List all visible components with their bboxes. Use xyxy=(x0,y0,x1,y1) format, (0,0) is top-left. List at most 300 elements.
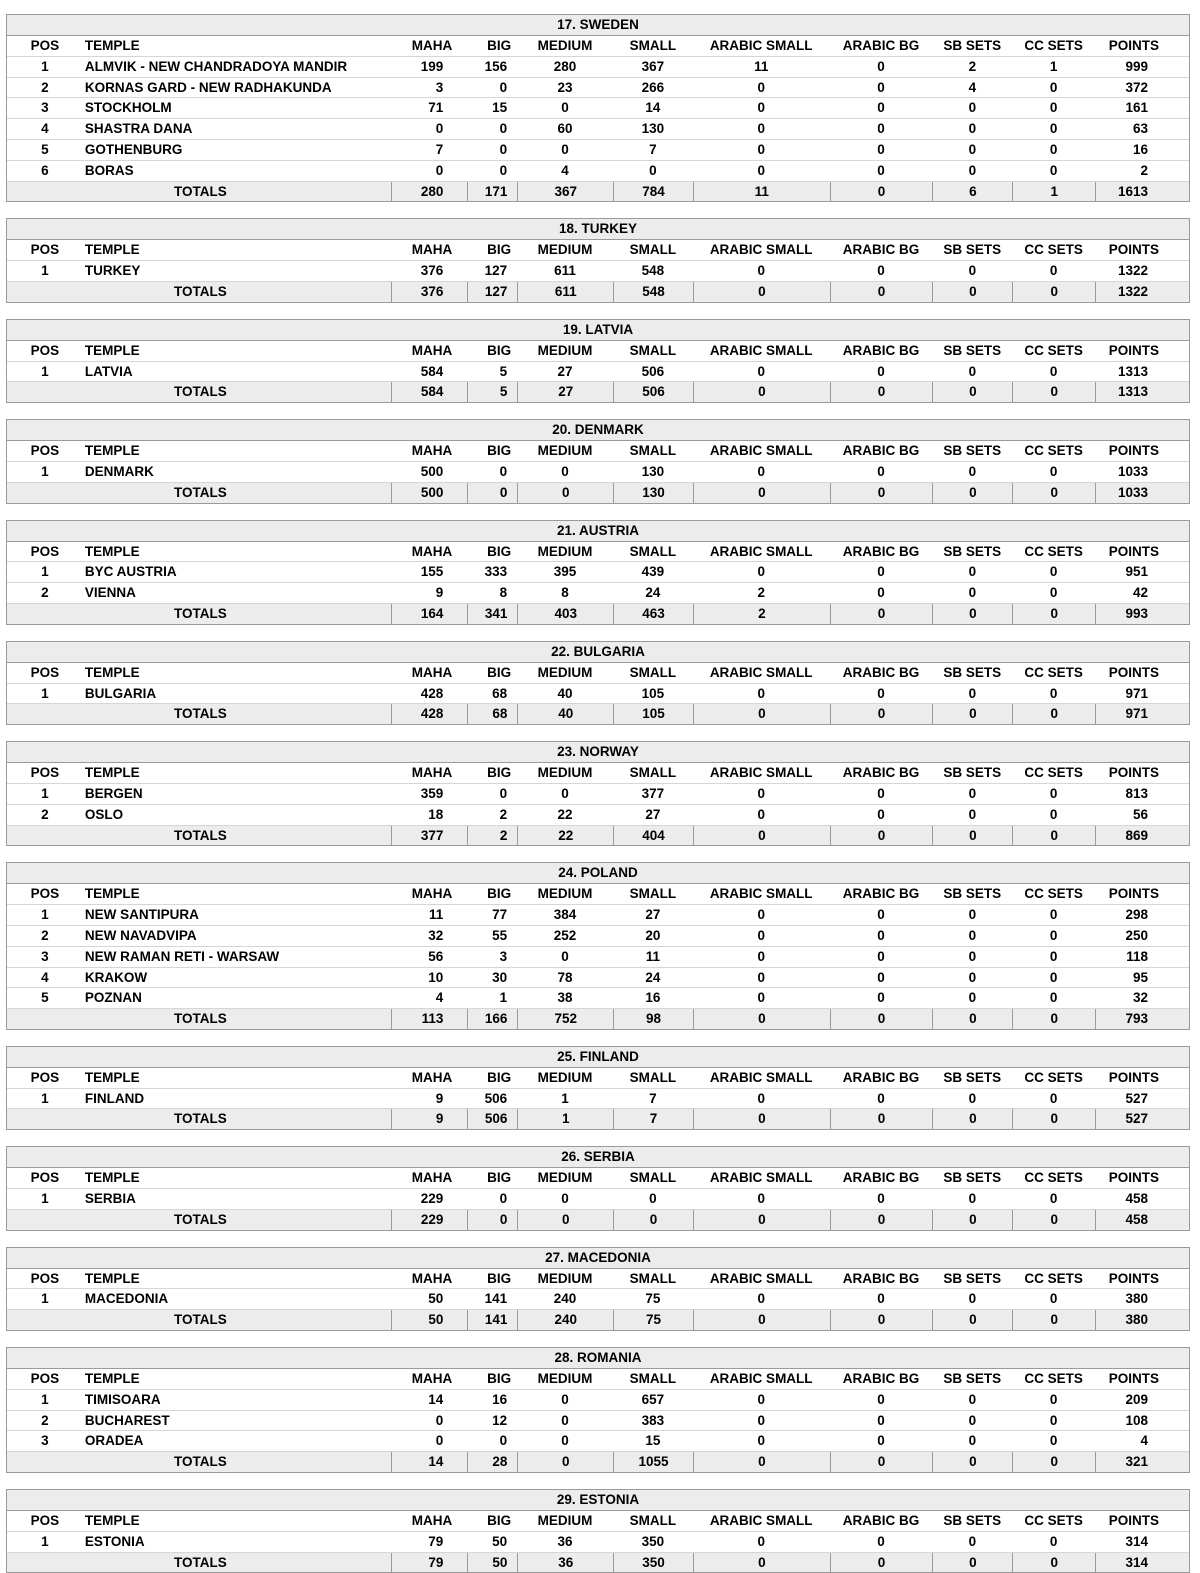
cell-small: 24 xyxy=(645,585,661,601)
cell-cc-sets: 0 xyxy=(1049,162,1058,178)
cell-temple: OSLO xyxy=(84,806,124,822)
cell-pos: 3 xyxy=(41,1433,49,1449)
total-points: 314 xyxy=(1095,1553,1189,1573)
header-temple: TEMPLE xyxy=(84,1513,140,1529)
cell-temple: POZNAN xyxy=(84,990,142,1006)
header-medium: MEDIUM xyxy=(537,1371,593,1387)
cell-arabic-small: 0 xyxy=(757,363,765,379)
cell-temple: LATVIA xyxy=(84,363,133,379)
cell-medium: 0 xyxy=(561,1412,569,1428)
cell-big: 1 xyxy=(499,990,508,1006)
cell-arabic-small: 0 xyxy=(757,121,765,137)
total-medium: 27 xyxy=(517,382,613,402)
header-maha: MAHA xyxy=(411,1170,453,1186)
cell-arabic-bg: 0 xyxy=(877,58,885,74)
country-table xyxy=(6,1247,1190,1331)
cell-medium: 22 xyxy=(557,806,573,822)
total-sb-sets: 0 xyxy=(932,1553,1012,1573)
total-arabic-bg: 0 xyxy=(830,704,933,724)
section-gap xyxy=(6,202,1190,218)
table-row xyxy=(7,583,1189,604)
header-arabic-small: ARABIC SMALL xyxy=(709,38,813,53)
header-arabic-bg: ARABIC BG xyxy=(842,765,920,781)
country-title: 17. SWEDEN xyxy=(7,15,1189,36)
cell-points: 108 xyxy=(1125,1412,1148,1428)
header-big: BIG xyxy=(487,886,512,902)
cell-cc-sets: 0 xyxy=(1049,1433,1058,1449)
cell-maha: 10 xyxy=(428,969,444,985)
header-cc-sets: CC SETS xyxy=(1024,443,1083,459)
total-arabic-small: 0 xyxy=(693,704,830,724)
cell-sb-sets: 0 xyxy=(968,990,977,1006)
header-arabic-small: ARABIC SMALL xyxy=(709,1170,813,1186)
total-sb-sets: 0 xyxy=(932,483,1012,503)
cell-temple: MACEDONIA xyxy=(84,1291,169,1307)
cell-arabic-small: 0 xyxy=(757,1412,765,1428)
cell-pos: 1 xyxy=(41,1291,49,1307)
cell-pos: 1 xyxy=(41,58,49,74)
totals-label: TOTALS xyxy=(174,827,227,843)
header-cc-sets: CC SETS xyxy=(1024,342,1083,358)
header-arabic-bg: ARABIC BG xyxy=(842,664,920,680)
cell-sb-sets: 0 xyxy=(968,1533,977,1549)
header-sb-sets: SB SETS xyxy=(943,443,1002,459)
header-temple: TEMPLE xyxy=(84,765,140,781)
totals-label: TOTALS xyxy=(174,384,227,400)
cell-big: 2 xyxy=(499,806,508,822)
cell-pos: 1 xyxy=(41,564,49,580)
total-arabic-small: 2 xyxy=(693,604,830,624)
total-arabic-bg: 0 xyxy=(830,1310,933,1330)
cell-arabic-bg: 0 xyxy=(877,1291,885,1307)
total-arabic-small: 0 xyxy=(693,1452,830,1472)
cell-maha: 56 xyxy=(428,948,444,964)
cell-arabic-small: 0 xyxy=(757,969,765,985)
cell-arabic-bg: 0 xyxy=(877,1433,885,1449)
country-table xyxy=(6,520,1190,625)
header-pos: POS xyxy=(30,1371,60,1387)
header-row xyxy=(7,441,1189,462)
section-gap xyxy=(6,504,1190,520)
cell-medium: 4 xyxy=(561,162,569,178)
country-table xyxy=(6,1046,1190,1130)
totals-label: TOTALS xyxy=(174,1111,227,1127)
cell-arabic-small: 0 xyxy=(757,564,765,580)
header-big: BIG xyxy=(487,543,512,559)
cell-arabic-small: 0 xyxy=(757,785,765,801)
cell-small: 0 xyxy=(649,162,657,178)
totals-label: TOTALS xyxy=(174,706,227,722)
total-big: 50 xyxy=(467,1553,517,1573)
header-arabic-small: ARABIC SMALL xyxy=(709,1069,813,1085)
cell-arabic-small: 0 xyxy=(757,1291,765,1307)
cell-big: 16 xyxy=(492,1391,508,1407)
country-table xyxy=(6,319,1190,403)
header-cc-sets: CC SETS xyxy=(1024,1170,1083,1186)
cell-temple: ORADEA xyxy=(84,1433,144,1449)
header-arabic-bg: ARABIC BG xyxy=(842,38,920,53)
header-pos: POS xyxy=(30,342,60,358)
totals-row xyxy=(7,483,1189,504)
header-cc-sets: CC SETS xyxy=(1024,1069,1083,1085)
cell-big: 0 xyxy=(499,1433,508,1449)
header-arabic-bg: ARABIC BG xyxy=(842,443,920,459)
header-points: POINTS xyxy=(1108,38,1159,53)
total-medium: 367 xyxy=(517,182,613,202)
section-gap xyxy=(6,1473,1190,1489)
header-points: POINTS xyxy=(1108,1270,1159,1286)
header-pos: POS xyxy=(30,1069,60,1085)
table-row xyxy=(7,1089,1189,1110)
total-big: 341 xyxy=(467,604,517,624)
totals-row xyxy=(7,1310,1189,1331)
cell-maha: 7 xyxy=(435,141,444,157)
country-title: 25. FINLAND xyxy=(7,1047,1189,1068)
cell-small: 27 xyxy=(645,907,661,923)
cell-pos: 2 xyxy=(41,1412,49,1428)
cell-big: 141 xyxy=(484,1291,508,1307)
cell-points: 951 xyxy=(1125,564,1148,580)
cell-big: 55 xyxy=(492,927,508,943)
header-points: POINTS xyxy=(1108,1513,1159,1529)
header-big: BIG xyxy=(487,242,512,258)
header-maha: MAHA xyxy=(411,1069,453,1085)
cell-cc-sets: 0 xyxy=(1049,1533,1058,1549)
cell-sb-sets: 0 xyxy=(968,1391,977,1407)
cell-big: 0 xyxy=(499,121,508,137)
total-big: 28 xyxy=(467,1452,517,1472)
cell-maha: 0 xyxy=(435,1412,444,1428)
total-sb-sets: 0 xyxy=(932,282,1012,302)
header-temple: TEMPLE xyxy=(84,543,140,559)
cell-arabic-bg: 0 xyxy=(877,948,885,964)
cell-arabic-bg: 0 xyxy=(877,1412,885,1428)
country-table xyxy=(6,14,1190,202)
cell-small: 439 xyxy=(641,564,665,580)
header-temple: TEMPLE xyxy=(84,1069,140,1085)
cell-cc-sets: 1 xyxy=(1049,58,1058,74)
header-arabic-small: ARABIC SMALL xyxy=(709,664,813,680)
cell-arabic-small: 0 xyxy=(757,141,765,157)
total-medium: 40 xyxy=(517,704,613,724)
total-arabic-bg: 0 xyxy=(830,1553,933,1573)
cell-temple: GOTHENBURG xyxy=(84,141,183,157)
total-maha: 113 xyxy=(391,1009,468,1029)
total-arabic-bg: 0 xyxy=(830,282,933,302)
cell-maha: 50 xyxy=(428,1291,444,1307)
cell-sb-sets: 0 xyxy=(968,121,977,137)
header-points: POINTS xyxy=(1108,1170,1159,1186)
cell-arabic-small: 0 xyxy=(757,1391,765,1407)
total-cc-sets: 0 xyxy=(1012,1109,1095,1129)
cell-cc-sets: 0 xyxy=(1049,363,1058,379)
cell-small: 130 xyxy=(641,121,665,137)
header-arabic-small: ARABIC SMALL xyxy=(709,1371,813,1387)
cell-points: 118 xyxy=(1126,948,1148,964)
header-arabic-bg: ARABIC BG xyxy=(842,1170,920,1186)
cell-temple: SERBIA xyxy=(84,1191,136,1207)
total-maha: 280 xyxy=(391,182,468,202)
cell-maha: 0 xyxy=(435,121,444,137)
total-medium: 403 xyxy=(517,604,613,624)
total-cc-sets: 0 xyxy=(1012,1553,1095,1573)
cell-cc-sets: 0 xyxy=(1049,1391,1058,1407)
cell-big: 30 xyxy=(492,969,508,985)
total-cc-sets: 0 xyxy=(1012,483,1095,503)
cell-medium: 395 xyxy=(553,564,577,580)
cell-arabic-small: 0 xyxy=(757,806,765,822)
total-arabic-small: 0 xyxy=(693,1553,830,1573)
cell-medium: 78 xyxy=(557,969,573,985)
header-arabic-bg: ARABIC BG xyxy=(842,242,920,258)
header-pos: POS xyxy=(30,886,60,902)
cell-small: 367 xyxy=(641,58,665,74)
total-arabic-bg: 0 xyxy=(830,483,933,503)
table-row xyxy=(7,1431,1189,1452)
cell-arabic-bg: 0 xyxy=(877,463,885,479)
table-row xyxy=(7,1189,1189,1210)
header-arabic-small: ARABIC SMALL xyxy=(709,342,813,358)
header-arabic-bg: ARABIC BG xyxy=(842,1513,920,1529)
header-row xyxy=(7,763,1189,784)
header-maha: MAHA xyxy=(411,543,453,559)
cell-sb-sets: 0 xyxy=(968,806,977,822)
header-row xyxy=(7,1168,1189,1189)
totals-label: TOTALS xyxy=(174,605,227,621)
cell-arabic-small: 0 xyxy=(757,1090,765,1106)
cell-pos: 5 xyxy=(41,990,49,1006)
cell-pos: 1 xyxy=(41,685,49,701)
cell-pos: 1 xyxy=(41,463,49,479)
cell-maha: 500 xyxy=(420,463,444,479)
total-arabic-small: 11 xyxy=(693,182,830,202)
cell-arabic-bg: 0 xyxy=(877,785,885,801)
total-arabic-small: 0 xyxy=(693,382,830,402)
total-big: 0 xyxy=(467,1210,517,1230)
header-small: SMALL xyxy=(629,1069,677,1085)
header-small: SMALL xyxy=(629,342,677,358)
cell-small: 75 xyxy=(645,1291,661,1307)
table-row xyxy=(7,684,1189,705)
cell-sb-sets: 0 xyxy=(968,1090,977,1106)
header-sb-sets: SB SETS xyxy=(943,1069,1002,1085)
cell-points: 16 xyxy=(1132,141,1148,157)
totals-row xyxy=(7,704,1189,725)
header-arabic-small: ARABIC SMALL xyxy=(709,765,813,781)
header-big: BIG xyxy=(487,664,512,680)
cell-pos: 2 xyxy=(41,927,49,943)
cell-maha: 9 xyxy=(435,1090,444,1106)
cell-pos: 1 xyxy=(41,1391,49,1407)
cell-temple: KRAKOW xyxy=(84,969,148,985)
total-small: 7 xyxy=(613,1109,693,1129)
section-gap xyxy=(6,1231,1190,1247)
cell-big: 156 xyxy=(484,58,508,74)
cell-maha: 71 xyxy=(428,100,444,116)
header-big: BIG xyxy=(487,765,512,781)
cell-medium: 40 xyxy=(557,685,573,701)
cell-small: 27 xyxy=(645,806,661,822)
cell-pos: 4 xyxy=(41,121,49,137)
total-arabic-bg: 0 xyxy=(830,1009,933,1029)
cell-sb-sets: 0 xyxy=(968,162,977,178)
cell-small: 506 xyxy=(641,363,665,379)
totals-label: TOTALS xyxy=(174,1554,227,1570)
total-arabic-small: 0 xyxy=(693,1109,830,1129)
header-row xyxy=(7,884,1189,905)
total-sb-sets: 0 xyxy=(932,1452,1012,1472)
cell-points: 1033 xyxy=(1117,463,1148,479)
header-medium: MEDIUM xyxy=(537,342,593,358)
total-points: 1613 xyxy=(1095,182,1189,202)
cell-sb-sets: 0 xyxy=(968,927,977,943)
header-arabic-bg: ARABIC BG xyxy=(842,543,920,559)
total-small: 0 xyxy=(613,1210,693,1230)
total-sb-sets: 6 xyxy=(932,182,1012,202)
cell-medium: 36 xyxy=(557,1533,573,1549)
cell-pos: 1 xyxy=(41,907,49,923)
header-medium: MEDIUM xyxy=(537,1069,593,1085)
cell-medium: 0 xyxy=(561,1391,569,1407)
cell-arabic-bg: 0 xyxy=(877,100,885,116)
cell-sb-sets: 0 xyxy=(968,785,977,801)
cell-medium: 0 xyxy=(561,948,569,964)
country-title: 24. POLAND xyxy=(7,863,1189,884)
total-arabic-small: 0 xyxy=(693,1310,830,1330)
header-pos: POS xyxy=(30,765,60,781)
cell-sb-sets: 0 xyxy=(968,969,977,985)
cell-big: 8 xyxy=(499,585,508,601)
total-maha: 164 xyxy=(391,604,468,624)
header-big: BIG xyxy=(487,1513,512,1529)
total-small: 463 xyxy=(613,604,693,624)
cell-medium: 0 xyxy=(561,141,569,157)
total-points: 1033 xyxy=(1095,483,1189,503)
header-row xyxy=(7,36,1189,57)
total-points: 321 xyxy=(1095,1452,1189,1472)
cell-arabic-small: 0 xyxy=(757,1191,765,1207)
cell-pos: 2 xyxy=(41,79,49,95)
header-arabic-small: ARABIC SMALL xyxy=(709,1270,813,1286)
cell-cc-sets: 0 xyxy=(1049,785,1058,801)
cell-arabic-bg: 0 xyxy=(877,927,885,943)
cell-pos: 1 xyxy=(41,785,49,801)
total-medium: 752 xyxy=(517,1009,613,1029)
cell-sb-sets: 0 xyxy=(968,564,977,580)
cell-sb-sets: 0 xyxy=(968,463,977,479)
cell-pos: 6 xyxy=(41,162,49,178)
total-big: 68 xyxy=(467,704,517,724)
total-big: 5 xyxy=(467,382,517,402)
header-cc-sets: CC SETS xyxy=(1024,1371,1083,1387)
cell-sb-sets: 0 xyxy=(968,100,977,116)
totals-label: TOTALS xyxy=(174,1211,227,1227)
table-row xyxy=(7,562,1189,583)
cell-medium: 0 xyxy=(561,463,569,479)
total-small: 130 xyxy=(613,483,693,503)
header-row xyxy=(7,1369,1189,1390)
cell-points: 298 xyxy=(1125,907,1148,923)
totals-row xyxy=(7,1452,1189,1473)
header-sb-sets: SB SETS xyxy=(943,1170,1002,1186)
cell-big: 77 xyxy=(492,907,508,923)
header-row xyxy=(7,663,1189,684)
cell-sb-sets: 0 xyxy=(968,263,977,279)
header-temple: TEMPLE xyxy=(84,1170,140,1186)
total-points: 793 xyxy=(1095,1009,1189,1029)
section-gap xyxy=(6,725,1190,741)
header-temple: TEMPLE xyxy=(84,242,140,258)
cell-pos: 1 xyxy=(41,363,49,379)
cell-arabic-small: 0 xyxy=(757,79,765,95)
cell-arabic-bg: 0 xyxy=(877,263,885,279)
cell-medium: 23 xyxy=(557,79,573,95)
header-maha: MAHA xyxy=(411,886,453,902)
cell-arabic-small: 0 xyxy=(757,162,765,178)
country-title: 28. ROMANIA xyxy=(7,1348,1189,1369)
cell-temple: VIENNA xyxy=(84,585,136,601)
cell-medium: 240 xyxy=(553,1291,577,1307)
totals-row xyxy=(7,826,1189,847)
cell-sb-sets: 4 xyxy=(968,79,977,95)
cell-arabic-small: 0 xyxy=(757,907,765,923)
cell-sb-sets: 2 xyxy=(968,58,977,74)
header-cc-sets: CC SETS xyxy=(1024,38,1083,53)
total-big: 171 xyxy=(467,182,517,202)
section-gap xyxy=(6,1030,1190,1046)
total-points: 869 xyxy=(1095,826,1189,846)
header-small: SMALL xyxy=(629,38,677,53)
cell-points: 209 xyxy=(1125,1391,1148,1407)
cell-medium: 60 xyxy=(557,121,573,137)
header-maha: MAHA xyxy=(411,1270,453,1286)
cell-maha: 359 xyxy=(420,785,444,801)
section-gap xyxy=(6,303,1190,319)
total-sb-sets: 0 xyxy=(932,382,1012,402)
header-pos: POS xyxy=(30,443,60,459)
total-cc-sets: 0 xyxy=(1012,826,1095,846)
header-cc-sets: CC SETS xyxy=(1024,242,1083,258)
cell-points: 2 xyxy=(1140,162,1148,178)
table-row xyxy=(7,905,1189,926)
cell-temple: ESTONIA xyxy=(84,1533,145,1549)
cell-cc-sets: 0 xyxy=(1049,564,1058,580)
cell-big: 0 xyxy=(499,463,508,479)
header-medium: MEDIUM xyxy=(537,1270,593,1286)
cell-medium: 0 xyxy=(561,1191,569,1207)
total-arabic-bg: 0 xyxy=(830,1210,933,1230)
cell-arabic-bg: 0 xyxy=(877,1090,885,1106)
cell-temple: BERGEN xyxy=(84,785,143,801)
table-row xyxy=(7,784,1189,805)
country-table xyxy=(6,1146,1190,1230)
cell-sb-sets: 0 xyxy=(968,363,977,379)
table-row xyxy=(7,161,1189,182)
total-small: 1055 xyxy=(613,1452,693,1472)
header-arabic-small: ARABIC SMALL xyxy=(709,886,813,902)
total-medium: 36 xyxy=(517,1553,613,1573)
cell-big: 127 xyxy=(484,263,508,279)
header-maha: MAHA xyxy=(411,342,453,358)
header-points: POINTS xyxy=(1108,1371,1159,1387)
country-table xyxy=(6,218,1190,302)
cell-medium: 280 xyxy=(553,58,577,74)
header-pos: POS xyxy=(30,242,60,258)
header-big: BIG xyxy=(487,443,512,459)
cell-points: 971 xyxy=(1125,685,1148,701)
cell-small: 350 xyxy=(641,1533,665,1549)
cell-maha: 32 xyxy=(428,927,444,943)
